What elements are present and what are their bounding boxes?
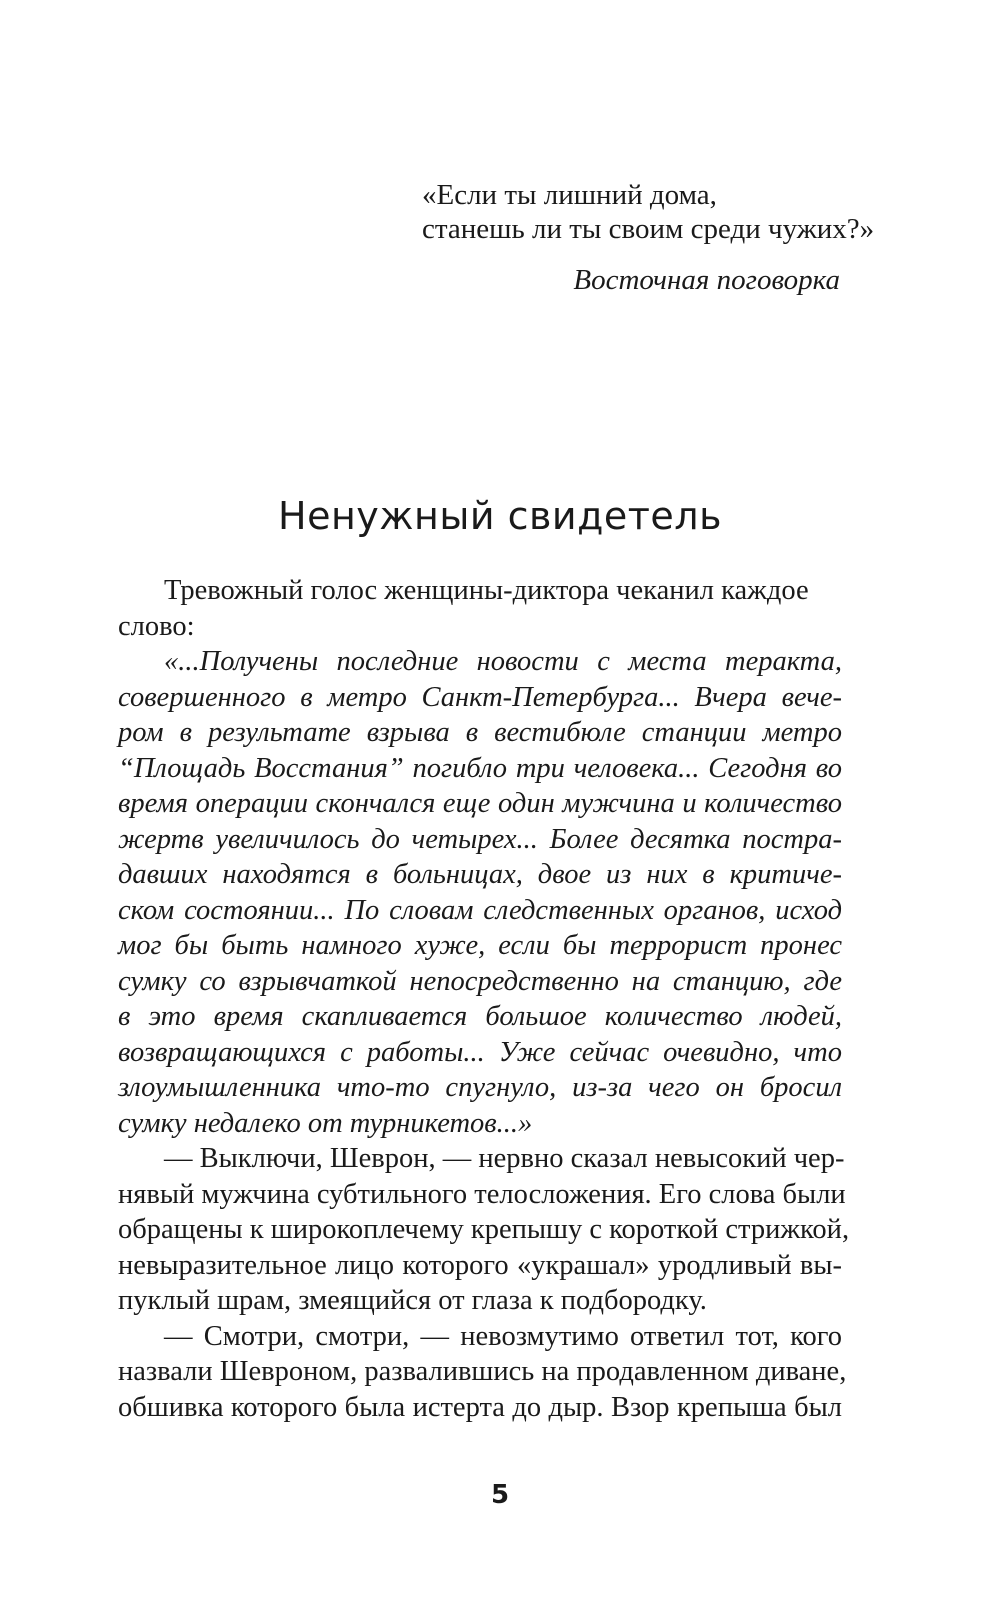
news-quote-line: сумку недалеко от турникетов...» xyxy=(118,1107,533,1139)
news-quote-line: ском состоянии... По словам следственных органов, исход xyxy=(118,894,842,926)
paragraph-line: обшивка которого была истерта до дыр. Взор крепыша был xyxy=(118,1391,842,1423)
news-quote-line: ром в результате взрыва в вестибюле станции метро xyxy=(118,717,842,748)
news-quote-line: “Площадь Восстания” погибло три человека... Сегодня во xyxy=(118,752,842,784)
epigraph-line: станешь ли ты своим среди чужих?» xyxy=(422,213,875,245)
epigraph-line: «Если ты лишний дома, xyxy=(422,179,717,211)
news-quote-line: возвращающихся с работы... Уже сейчас очевидно, что xyxy=(118,1036,842,1068)
news-quote-line: мог бы быть намного хуже, если бы террорист пронес xyxy=(118,930,842,961)
chapter-body xyxy=(118,573,850,1425)
news-quote-line: «...Получены последние новости с места теракта, xyxy=(164,646,842,677)
chapter-title: Ненужный свидетель xyxy=(278,494,722,538)
news-quote-line: время операции скончался еще один мужчина и количество xyxy=(118,788,842,819)
epigraph xyxy=(422,178,875,246)
paragraph-line: пуклый шрам, змеящийся от глаза к подбородку. xyxy=(118,1285,707,1316)
news-quote-line: сумку со взрывчаткой непосредственно на станцию, где xyxy=(118,965,842,997)
paragraph-line: Тревожный голос женщины-диктора чеканил каждое xyxy=(164,575,809,606)
paragraph-line: — Выключи, Шеврон, — нервно сказал невысокий чер- xyxy=(164,1143,845,1174)
paragraph-line: слово: xyxy=(118,610,195,642)
news-quote-line: злоумышленника что-то спугнуло, из-за чего он бросил xyxy=(118,1072,842,1103)
page-number: 5 xyxy=(490,1480,510,1510)
epigraph-source: Восточная поговорка xyxy=(573,264,840,296)
news-quote-line: давших находятся в больницах, двое из них в критиче- xyxy=(118,859,842,890)
paragraph-line: — Смотри, смотри, — невозмутимо ответил тот, кого xyxy=(164,1320,842,1352)
paragraph-line: обращены к широкоплечему крепышу с короткой стрижкой, xyxy=(118,1214,850,1245)
news-quote-line: совершенного в метро Санкт-Петербурга... Вчера вече- xyxy=(118,681,842,713)
paragraph-line: невыразительное лицо которого «украшал» уродливый вы- xyxy=(118,1249,842,1281)
paragraph-line: нявый мужчина субтильного телосложения. Его слова были xyxy=(118,1178,846,1210)
news-quote-line: жертв увеличилось до четырех... Более десятка постра- xyxy=(118,823,842,855)
paragraph-line: назвали Шевроном, развалившись на продавленном диване, xyxy=(118,1356,847,1387)
news-quote-line: в это время скапливается большое количество людей, xyxy=(118,1001,842,1032)
